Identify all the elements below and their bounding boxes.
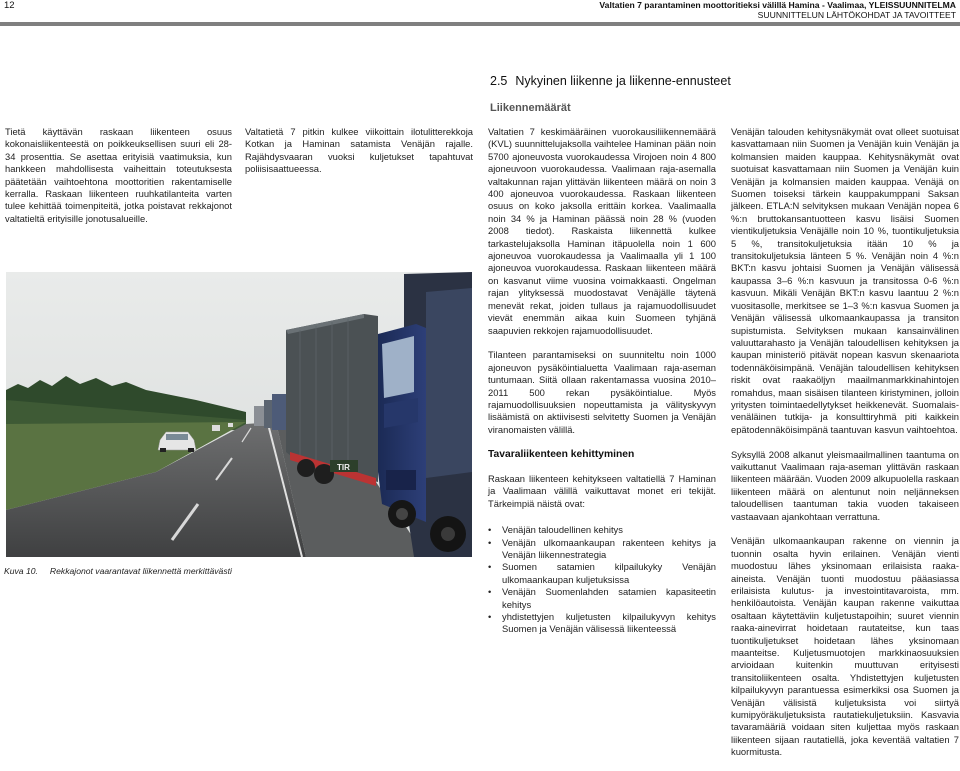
col3-paragraph-2: Tilanteen parantamiseksi on suunniteltu noin 1000 ajoneuvon pysäköintialuetta Vaalimaan raja-aseman tuntumaan. Siitä ollaan rakentamassa vuosina 2010–2011 500 rekan pysäköintialue. Myös rajamuodollisuuksien nopeuttamista ja välityskyvyn lisäämistä on aktiivisesti selvitetty Suomen ja Venäjän viranomaisten välillä. — [488, 349, 716, 435]
running-header — [599, 0, 956, 20]
column-1 — [5, 126, 232, 238]
truck-queue-illustration — [6, 272, 472, 557]
gray-trailer-truck — [286, 314, 378, 486]
column-2 — [245, 126, 473, 188]
col4-paragraph-1: Venäjän talouden kehitysnäkymät ovat olleet suotuisat kasvattamaan niin Suomen ja Venäjän kuin Venäjän ja kolmansien maiden kauppaa. Kehitysnäkymät ovat suotuisat kasvattamaan niin Suomen ja Venäjän kuin Venäjän ja kolmansien maiden kauppaa. Venäjä on Suomen toiseksi tärkein kauppakumppani Saksan jälkeen. ETLA:N selvityksen mukaan Venäjän nopea 6 %:n bruttokansantuotteen kasvu lisäisi Suomen vientikuljetuksia Venäjälle noin 10 %, tuontikuljetuksia 5 %, transitokuljetuksia itään 10 % ja transitokuljetuksia länteen 5 %. Venäjän noin 4 %:n BKT:n kasvu johtaisi Suomen ja Venäjän välisessä kaupassa 3–6 %:n kasvuun ja transitossa 0-6 %:n kasvuun. Mikäli Venäjän BKT:n kasvu laantuu 2 %:n vuositasolle, merkitsee se 1–3 %:n kasvua Suomen ja Venäjän välisessä ulkomaankaupassa ja transiton supistumista. Selvityksen mukaan kansainvälinen valuuttarahasto ja Venäjän taloudellisen kehityksen ja kaupan ministeriö pitävät nopean kasvun skenaariota todennäköisimpänä. Venäjän taloudellisen kehityksen riskit ovat raakaöljyn maailmanmarkkinahintojen romahdus, maan sisäisen tilanteen kiristyminen, jolloin yritysten toimintaedellytykset heikkenevät. Suomalais-venäläinen tutkija- ja konsulttiryhmä piti kaikkein epätodennäköisimpänä taantuvan kasvun vaihtoehtoa. — [731, 126, 959, 435]
col1-paragraph: Tietä käyttävän raskaan liikenteen osuus kokonaisliikenteestä on poikkeuksellisen suuri eli 28-34 prosenttia. Se asettaa erityisiä vaatimuksia, kun hankkeen mahdollisesta vaiheittain toteutuksesta päätetään vaihtoehtona moottoritien rakentamiselle kerralla. Raskaan liikenteen ruuhkatilanteita varten tulee kehittää toimenpiteitä, jotka poistavat rekkajonot valtatieltä erityisille jonotusalueille. — [5, 126, 232, 224]
page-number: 12 — [4, 0, 15, 11]
column-4 — [731, 126, 959, 771]
figure-caption-text: Rekkajonot vaarantavat liikennettä merkittävästi — [49, 566, 232, 576]
section-number: 2.5 — [490, 74, 508, 88]
list-item: • Venäjän taloudellinen kehitys — [488, 524, 716, 536]
figure-number: Kuva 10. — [4, 566, 38, 576]
column-3 — [488, 126, 716, 636]
col4-paragraph-3: Venäjän ulkomaankaupan rakenne on viennin ja tuonnin osalta hyvin erilainen. Venäjän vienti muodostuu lähes yksinomaan erilaisista raaka-aineista. Venäjän tuonti muodostuu pääasiassa erilaisista kulutus- ja investointitavaroista, mm. henkilöautoista. Venäjän kaupan rakenne vaikuttaa osaltaan käytettäviin kuljetustapoihin; suuret viennin raaka-ainevirrat hoidetaan rautateitse, kun taas tuontikuljetukset hoidetaan lähes yksinomaan maanteitse. Kuljetusmuotojen markkinaosuuksien arvioidaan kuitenkin muuttuvan erityisesti transitoliikenteen osalta. Yhdistettyjen kuljetusten kilpailukyvyn parantuessa esimerkiksi osa Suomen ja Venäjän välisistä kuljetuksista voi siirtyä kumipyöräkuljetuksista rautatiekuljetuksiin. Kasvavia tavaramääriä voidaan siten kuljettaa myös raskaan liikenteen sijaan rautatiellä, joka keventää valtatien 7 kuormitusta. — [731, 535, 959, 758]
figure-caption — [4, 566, 232, 576]
col2-paragraph: Valtatietä 7 pitkin kulkee viikoittain ilotulitterekkoja Kotkan ja Haminan satamista Venäjän rajalle. Rajähdysvaaran vuoksi kuljetukset tapahtuvat poliisisaattueessa. — [245, 126, 473, 175]
header-title: Valtatien 7 parantaminen moottoritieksi välillä Hamina - Vaalimaa, YLEISSUUNNITELMA — [599, 0, 956, 10]
truck-queue-photo — [6, 272, 472, 557]
header-subtitle: SUUNNITTELUN LÄHTÖKOHDAT JA TAVOITTEET — [757, 10, 956, 20]
section-title — [490, 74, 731, 88]
subsection-title: Liikennemäärät — [490, 102, 571, 114]
col4-paragraph-2: Syksyllä 2008 alkanut yleismaailmallinen taantuma on vaikuttanut Vaalimaan raja-aseman ylittävän raskaan liikenteen määrään. Vuoden 2009 alkupuolella raskaan liikenteen määrä on alentunut noin neljänneksen taloudellisen taantuman takia vuoden takaiseen vastaavaan ajankohtaan verrattuna. — [731, 448, 959, 522]
list-item: • Venäjän Suomenlahden satamien kapasiteetin kehitys — [488, 586, 716, 611]
col3-paragraph-1: Valtatien 7 keskimääräinen vuorokausiliikennemäärä (KVL) suunnittelujaksolla vaihtelee Haminan pään noin 5700 ajoneuvosta vuorokaudessa Virojoen noin 4 800 ajoneuvoon vuorokaudessa. Vaalimaan raja-asemalla valtakunnan rajan ylittävän liikenteen määrä on noin 3 400 ajoneuvoa vuorokaudessa. Raskaan liikenteen osuus on koko jaksolla erittäin korkea. Vaalimaalla noin 34 % ja Haminan päässä noin 28 % (vuoden 2008 tiedot). Raskaista liikennettä kulkee tarkastelujaksolla Haminan itäpuolella noin 1 600 ajoneuvoa vuorokaudessa ja Vaalimaalla yli 1 100 ajoneuvoa vuorokaudessa. Raskaan liikenteen määrä on kasvanut viime vuosina voimakkaasti. Ongelman rajan ylityksessä muodostavat Venäjälle täytenä menevät rekat, joiden tullaus ja rajamuodollisuudet vievät enemmän aikaa kuin Suomeen tyhjänä saapuvien rekkojen rajamuodollisuudet. — [488, 126, 716, 336]
tir-plate: TIR — [337, 463, 350, 472]
header-divider — [0, 22, 960, 26]
list-item: • yhdistettyjen kuljetusten kilpailukyvyn kehitys Suomen ja Venäjän välisessä liikenteessä — [488, 611, 716, 636]
section-heading: Nykyinen liikenne ja liikenne-ennusteet — [515, 74, 731, 88]
col3-paragraph-3: Raskaan liikenteen kehitykseen valtatiellä 7 Haminan ja Vaalimaan välillä vaikuttavat monet eri tekijät. Tärkeimpiä näistä ovat: — [488, 472, 716, 509]
list-item: • Suomen satamien kilpailukyky Venäjän ulkomaankaupan kuljetuksissa — [488, 561, 716, 586]
white-car — [158, 432, 196, 452]
list-item: • Venäjän ulkomaankaupan rakenteen kehitys ja Venäjän liikennestrategia — [488, 537, 716, 562]
factor-list — [488, 524, 716, 636]
col3-heading: Tavaraliikenteen kehittyminen — [488, 448, 635, 460]
